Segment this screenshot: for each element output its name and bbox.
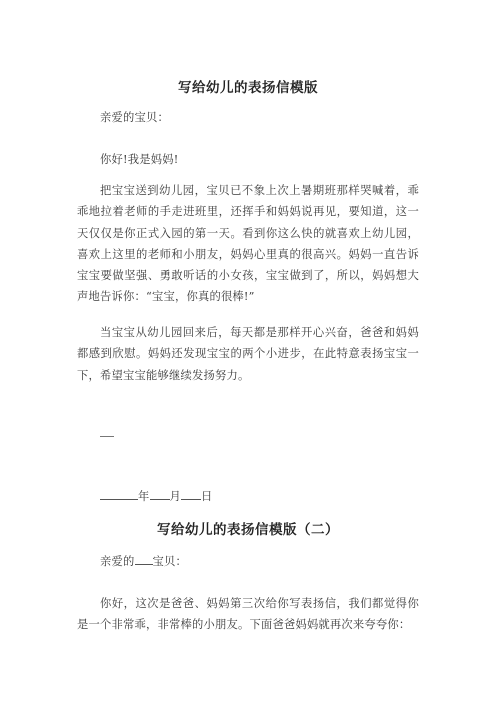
name-blank: [135, 552, 153, 565]
salutation-2: [100, 551, 420, 572]
salutation: 亲爱的宝贝：: [100, 111, 169, 124]
year-label: 年: [138, 490, 150, 503]
document-title-2: 写给幼儿的表扬信模版（二）: [157, 522, 339, 538]
salutation-2-suffix: 宝贝：: [152, 555, 187, 568]
day-blank: [181, 487, 201, 500]
month-label: 月: [169, 490, 181, 503]
signature-line: [100, 426, 114, 437]
opening-line: 你好!我是妈妈!: [100, 153, 179, 166]
body-paragraph-1: 把宝宝送到幼儿园，宝贝已不象上次上暑期班那样哭喊着，乖乖地拉着老师的手走进班里，还挥手和妈妈说再见，要知道，这一天仅仅是你正式入园的第一天。看到你这么快的就喜欢上幼儿园，喜欢上这里的老师和小朋友，妈妈心里真的很高兴。妈妈一直告诉宝宝要做坚强、勇敢听话的小女孩，宝宝做到了，所以，妈妈想大声地告诉你：“宝宝，你真的很棒!”: [77, 184, 419, 304]
salutation-2-prefix: 亲爱的: [100, 555, 135, 568]
body-paragraph-2: 当宝宝从幼儿园回来后，每天都是那样开心兴奋，爸爸和妈妈都感到欣慰。妈妈还发现宝宝的两个小进步，在此特意表扬宝宝一下，希望宝宝能够继续发扬努力。: [77, 326, 419, 382]
date-line: [100, 486, 400, 507]
signature-blank: [100, 423, 400, 444]
month-blank: [150, 487, 170, 500]
body-paragraph-3: 你好，这次是爸爸、妈妈第三次给你写表扬信，我们都觉得你是一个非常乖，非常棒的小朋友。下面爸爸妈妈就再次来夸夸你：: [77, 597, 419, 632]
year-blank: [100, 487, 138, 500]
day-label: 日: [201, 490, 213, 503]
document-title: 写给幼儿的表扬信模版: [178, 80, 318, 96]
